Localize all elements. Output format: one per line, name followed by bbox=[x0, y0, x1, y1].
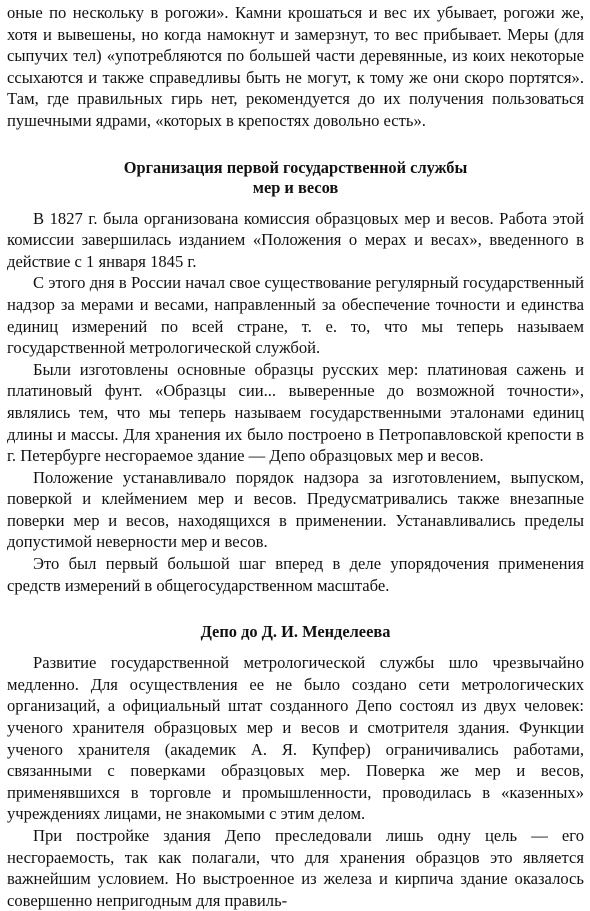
section-heading-line-1: Организация первой государственной службы bbox=[123, 157, 468, 177]
paragraph-commission: В 1827 г. была организована комиссия образцовых мер и весов. Работа этой комиссии завершилась изданием «Положения о мерах и весах», введенного в действие с 1 января 1845 г. bbox=[7, 208, 584, 271]
section-heading-line-2: мер и весов bbox=[252, 177, 339, 197]
section-heading-organization bbox=[7, 158, 584, 198]
paragraph-slow-development: Развитие государственной метрологической службы шло чрезвычайно медленно. Для осуществления ее не было создано сети метрологических организаций, а официальный штат созданного Депо состоял из двух человек: ученого хранителя образцовых мер и весов и смотрителя здания. Функции ученого хранителя (академик А. Я. Купфер) ограничивались работами, связанными с поверками образцовых мер. Поверка же мер и весов, применявшихся в торговле и промышленности, проводилась в «казенных» учреждениях лицами, не знакомыми с этим делом. bbox=[7, 653, 584, 824]
paragraph-state-supervision: С этого дня в России начал свое существование регулярный государственный надзор за мерами и весами, направленный за обеспечение точности и единства единиц измерений по всей стране, т. е. то, что мы теперь называем государственной метрологической службой. bbox=[7, 273, 584, 358]
continued-paragraph: оные по нескольку в рогожи». Камни крошаться и вес их убывает, рогожи же, хотя и вывешены, но когда намокнут и замерзнут, то вес прибывает. Меры (для сыпучих тел) «употребляются по большей части деревянные, из коих некоторые ссыхаются и также справедливы быть не могут, к тому же они скоро портятся». Там, где правильных гирь нет, рекомендуется до их получения пользоваться пушечными ядрами, «которых в крепостях довольно есть». bbox=[7, 3, 584, 130]
paragraph-building: При постройке здания Депо преследовали лишь одну цель — его несгораемость, так как полагали, что для хранения образцов это является важнейшим условием. Но выстроенное из железа и кирпича здание оказалось совершенно непригодным для правиль- bbox=[7, 826, 584, 910]
paragraph-first-step: Это был первый большой шаг вперед в деле упорядочения применения средств измерений в общегосударственном масштабе. bbox=[7, 554, 584, 595]
section-heading-depot: Депо до Д. И. Менделеева bbox=[200, 622, 391, 642]
paragraph-standards: Были изготовлены основные образцы русских мер: платиновая сажень и платиновый фунт. «Образцы сии... выверенные до возможной точности», являлись тем, что мы теперь называем государственными эталонами единиц длины и массы. Для хранения их было построено в Петропавловской крепости в г. Петербурге несгораемое здание — Депо образцовых мер и весов. bbox=[7, 359, 584, 466]
paragraph-regulation: Положение устанавливало порядок надзора за изготовлением, выпуском, поверкой и клеймением мер и весов. Предусматривались также внезапные поверки мер и весов, находящихся в применении. Устанавливались пределы допустимой неверности мер и весов. bbox=[7, 467, 584, 552]
